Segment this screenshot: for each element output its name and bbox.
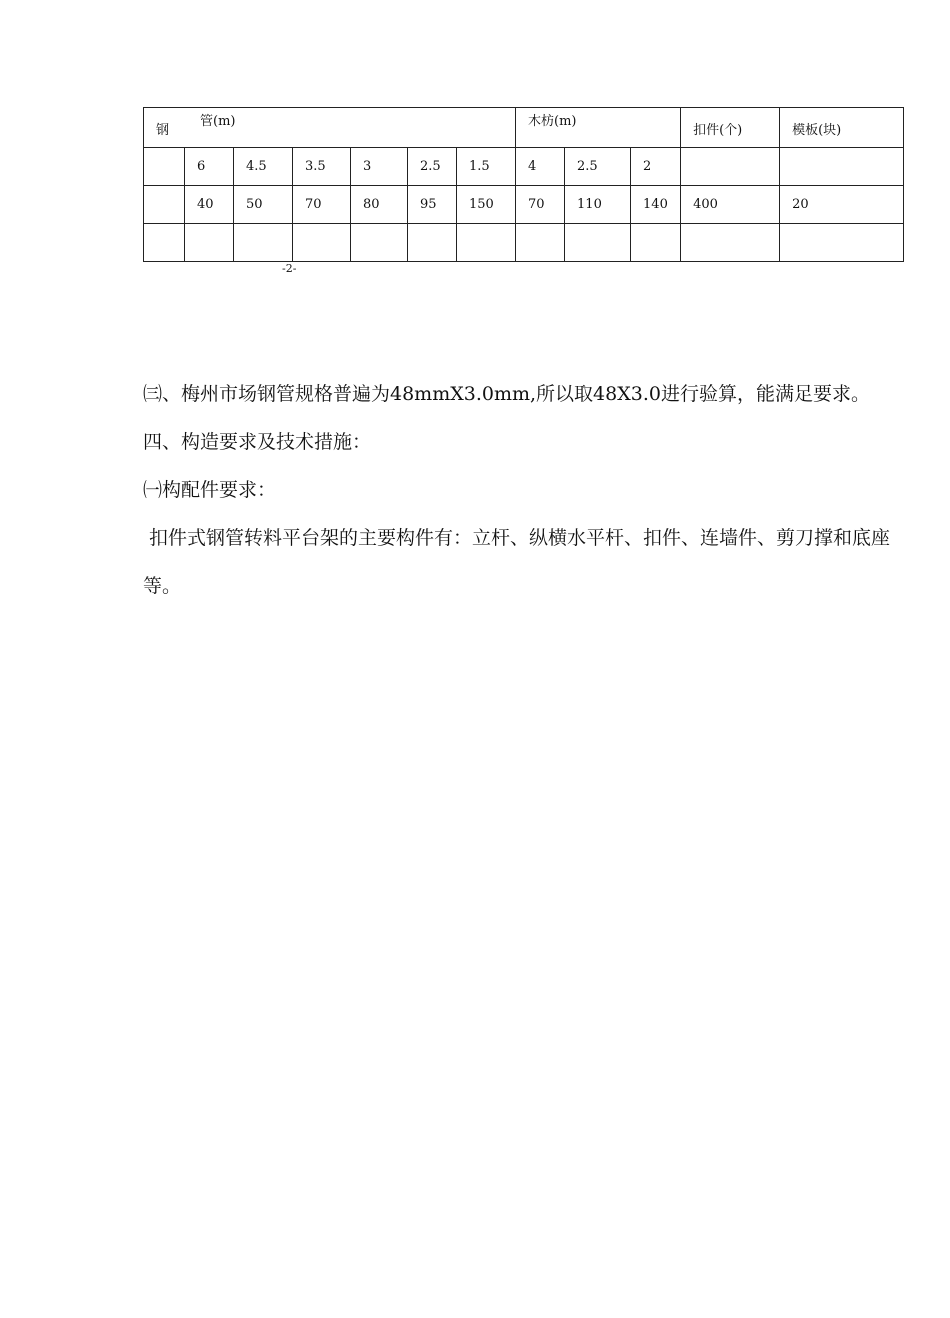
- paragraph-steel-spec: ㈢、梅州市场钢管规格普遍为48mmX3.0mm,所以取48X3.0进行验算，能满足要求。: [143, 383, 870, 405]
- body-text: [143, 370, 903, 610]
- table-cell: 400: [681, 186, 780, 224]
- table-cell: [631, 224, 681, 262]
- header-steel-unit: 管(m): [200, 114, 236, 129]
- table-cell: 3.5: [293, 148, 351, 186]
- table-cell: [144, 148, 185, 186]
- table-cell: [408, 224, 457, 262]
- page-number: -2-: [282, 262, 297, 275]
- header-formwork: [780, 108, 904, 148]
- table-cell: [185, 224, 234, 262]
- header-steel-char: 钢: [156, 123, 170, 138]
- table-cell: 2: [631, 148, 681, 186]
- table-cell: 50: [234, 186, 293, 224]
- table-cell: 3: [351, 148, 408, 186]
- table-cell: [516, 224, 565, 262]
- table-cell: 70: [516, 186, 565, 224]
- table-cell: 95: [408, 186, 457, 224]
- table-cell: [681, 148, 780, 186]
- table-cell: 40: [185, 186, 234, 224]
- table-cell: [457, 224, 516, 262]
- table-cell: [293, 224, 351, 262]
- table-cell: [144, 224, 185, 262]
- table-cell: [780, 148, 904, 186]
- table-cell: [681, 224, 780, 262]
- table-cell: 140: [631, 186, 681, 224]
- materials-table-main: [143, 107, 904, 262]
- section-heading-construction: 四、构造要求及技术措施：: [143, 431, 372, 453]
- table-cell: 110: [565, 186, 631, 224]
- paragraph-components: 扣件式钢管转料平台架的主要构件有：立杆、纵横水平杆、扣件、连墙件、剪刀撑和底座等。: [143, 527, 891, 597]
- subsection-heading-components: ㈠构配件要求：: [143, 479, 277, 501]
- table-cell: [565, 224, 631, 262]
- table-row-empty: [144, 224, 904, 262]
- table-cell: 20: [780, 186, 904, 224]
- table-cell: 70: [293, 186, 351, 224]
- table-cell: 80: [351, 186, 408, 224]
- table-cell: 2.5: [408, 148, 457, 186]
- table-cell: 150: [457, 186, 516, 224]
- table-cell: 1.5: [457, 148, 516, 186]
- table-row-spec: [144, 148, 904, 186]
- header-steel-pipe: [144, 108, 516, 148]
- header-fasteners-label: 扣件(个): [693, 123, 743, 138]
- table-cell: 6: [185, 148, 234, 186]
- table-header-row: [144, 108, 904, 148]
- header-timber: [516, 108, 681, 148]
- table-row-qty: [144, 186, 904, 224]
- table-cell: 4.5: [234, 148, 293, 186]
- table-cell: [144, 186, 185, 224]
- table-cell: [351, 224, 408, 262]
- header-timber-label: 木枋(m): [528, 114, 577, 129]
- header-formwork-label: 模板(块): [792, 123, 842, 138]
- header-fasteners: [681, 108, 780, 148]
- table-cell: 4: [516, 148, 565, 186]
- table-cell: [234, 224, 293, 262]
- table-cell: [780, 224, 904, 262]
- table-cell: 2.5: [565, 148, 631, 186]
